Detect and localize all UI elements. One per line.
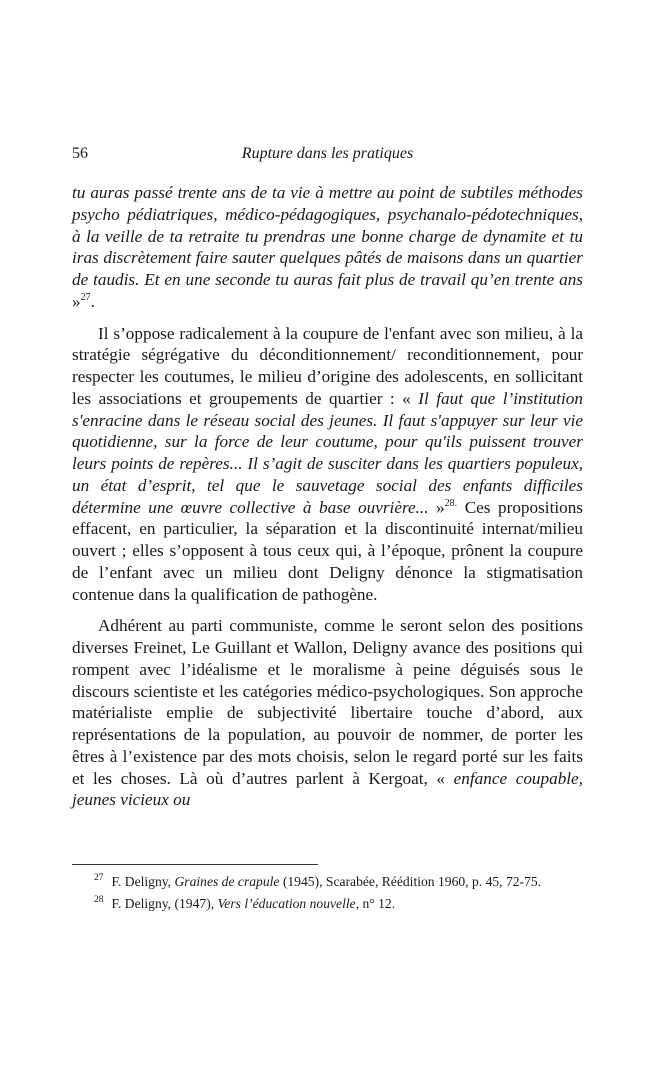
text-run: F. Deligny, (1947), xyxy=(111,896,218,911)
running-title: Rupture dans les pratiques xyxy=(241,145,414,162)
text-run: » xyxy=(436,497,445,517)
italic-text: tu auras passé trente ans de ta vie à mettre au point de subtiles méthodes psycho pédiatriques, médico-pédagogiques, psychanalo-pédotechniques, à la veille de ta retraite tu prendras une bonne charge de dynamite et tu iras discrètement faire sauter quelques pâtés de maisons dans un quartier de taudis. Et en une seconde tu auras fait plus de travail qu’en trente ans xyxy=(72,183,583,289)
text-run: Il s’oppose radicalement à la coupure de l'enfant avec son milieu, à la stratégie ségrégative du déconditionnement/ reconditionnement, pour respecter les coutumes, le milieu d’origine des adolescents, en sollicitant les associations et groupements de quartier : « xyxy=(72,323,583,408)
text-run: » xyxy=(72,291,81,311)
italic-text: Il faut que l’institution s'enracine dans le réseau social des jeunes. Il faut s'appuyer sur leur vie quotidienne, sur la force de leur coutume, pour qu'ils puissent trouver leurs points de repères... Il s’agit de susciter dans les quartiers populeux, un état d’esprit, tel que le sauvetage social des enfants difficiles détermine une œuvre collective à base ouvrière... xyxy=(72,388,583,517)
text-run: F. Deligny, xyxy=(111,874,175,889)
body-text xyxy=(72,182,583,811)
text-run: . xyxy=(90,291,95,311)
text-run: Ces propositions effacent, en particulier, la séparation et la discontinuité internat/milieu ouvert ; elles s’opposent à tous ceux qui, à l’époque, prônent la coupure de l’enfant avec un milieu dont Deligny dénonce la stigmatisation contenue dans la qualification de pathogène. xyxy=(72,497,583,604)
text-run: , n° 12. xyxy=(355,896,396,911)
paragraph-communist-positions xyxy=(72,615,583,811)
italic-text: Vers l’éducation nouvelle xyxy=(217,896,356,911)
footnote-number: 28 xyxy=(94,895,104,905)
footnote-reference[interactable]: 27 xyxy=(80,291,91,303)
footnotes xyxy=(72,872,583,913)
text-run: (1945), Scarabée, Réédition 1960, p. 45, 72-75. xyxy=(279,874,542,889)
footnote-separator xyxy=(72,864,318,865)
running-header xyxy=(72,143,583,165)
italic-text: enfance coupable, jeunes vicieux ou xyxy=(72,768,583,810)
footnote-reference[interactable]: 28. xyxy=(444,497,458,509)
italic-text: Graines de crapule xyxy=(174,874,280,889)
footnote-28 xyxy=(72,894,583,913)
paragraph-segregation-critique xyxy=(72,323,583,606)
paragraph-quote-continuation xyxy=(72,182,583,313)
page-number: 56 xyxy=(72,145,88,162)
text-run: Adhérent au parti communiste, comme le seront selon des positions diverses Freinet, Le Guillant et Wallon, Deligny avance des positions qui rompent avec l’idéalisme et le moralisme à peine déguisés sous le discours scientiste et les catégories médico-psychologiques. Son approche matérialiste emplie de subjectivité libertaire touche d’abord, aux représentations de la population, au pouvoir de nommer, de porter les êtres à l’existence par des mots choisis, selon le regard porté sur les faits et les choses. Là où d’autres parlent à Kergoat, « xyxy=(72,616,583,788)
footnote-27 xyxy=(72,872,583,891)
footnote-number: 27 xyxy=(94,873,104,883)
